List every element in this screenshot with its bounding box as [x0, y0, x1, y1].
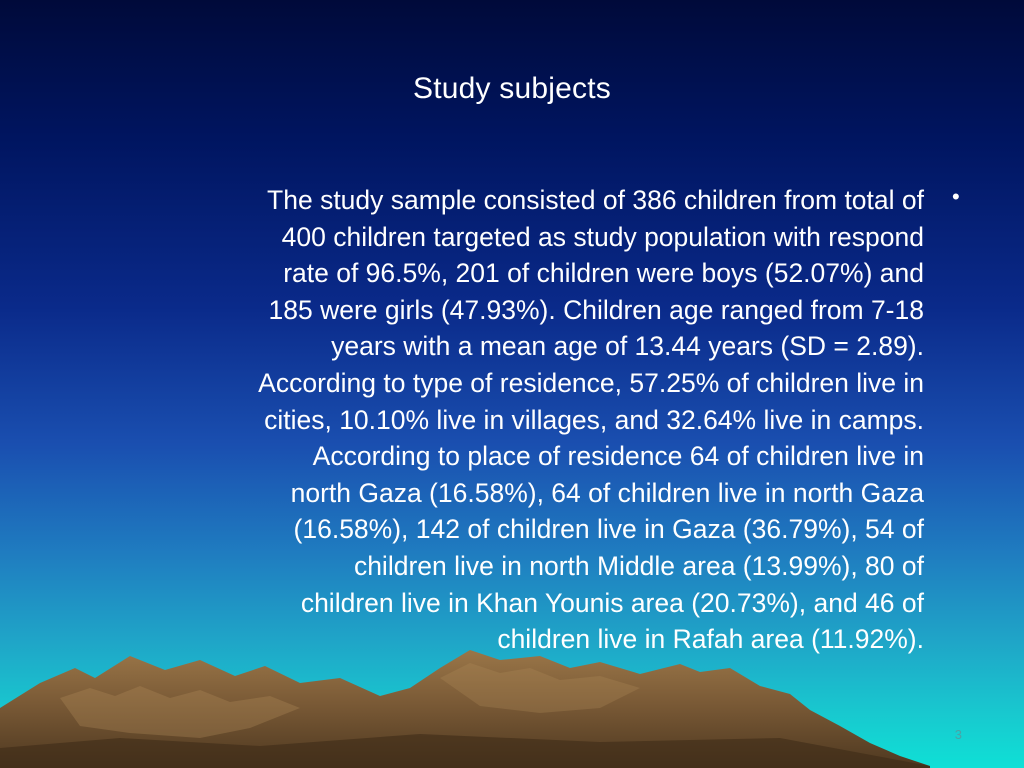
slide-body-text: The study sample consisted of 386 children from total of 400 children targeted as study population with respond rate of 96.5%, 201 of children were boys (52.07%) and 185 were girls (47.93%). Children age ranged from 7-18 years with a mean age of 13.44 years (SD = 2.89). According to type of residence, 57.25% of children live in cities, 10.10% live in villages, and 32.64% live in camps. According to place of residence 64 of children live in north Gaza (16.58%), 64 of children live in north Gaza (16.58%), 142 of children live in Gaza (36.79%), 54 of children live in north Middle area (13.99%), 80 of children live in Khan Younis area (20.73%), and 46 of children live in Rafah area (11.92%). — [258, 185, 924, 655]
slide-title: Study subjects — [413, 72, 611, 105]
page-number: 3 — [954, 727, 962, 742]
bullet-marker: • — [952, 184, 960, 209]
mountains-decoration — [0, 638, 1024, 768]
